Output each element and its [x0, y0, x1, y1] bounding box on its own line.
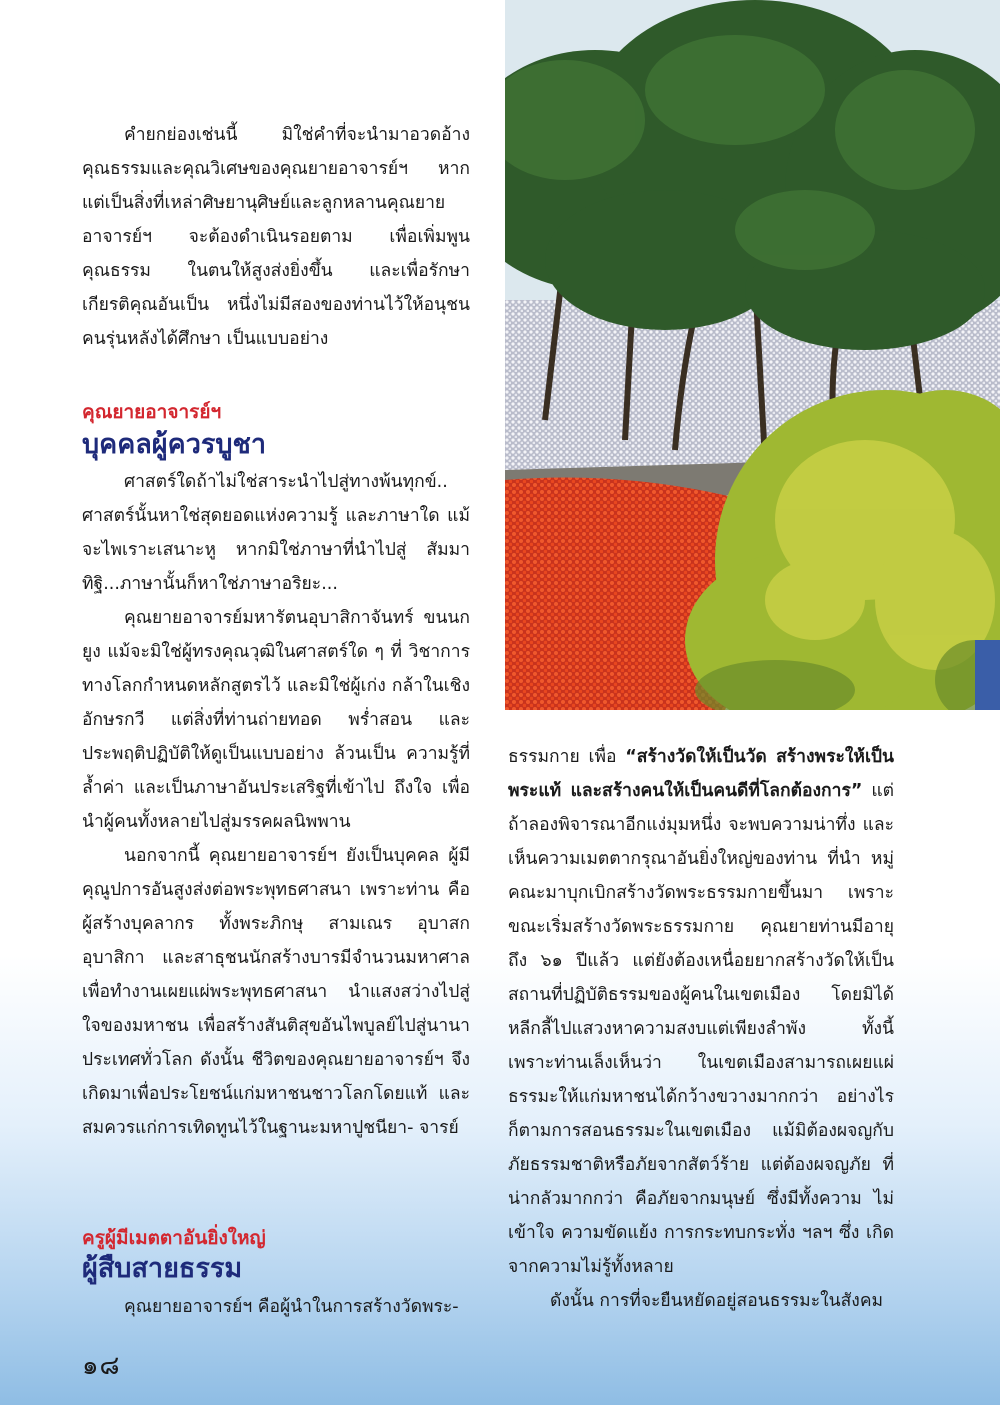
intro-paragraph: คำยกย่องเช่นนี้ มิใช่คำที่จะนำมาอวดอ้าง คุณธรรมและคุณวิเศษของคุณยายอาจารย์ฯ หาก แต่เป็นสิ่งที่เหล่าศิษยานุศิษย์และลูกหลานคุณยาย อาจารย์ฯ จะต้องดำเนินรอยตาม เพื่อเพิ่มพูนคุณธรรม ในตนให้สูงส่งยิ่งขึ้น และเพื่อรักษาเกียรติคุณอันเป็น หนึ่งไม่มีสองของท่านไว้ให้อนุชนคนรุ่นหลังได้ศึกษา เป็นแบบอย่าง [82, 125, 470, 349]
photo-illustration [505, 0, 1000, 710]
left-column-top [82, 118, 470, 356]
section-heading-1-kicker: คุณยายอาจารย์ฯ [82, 401, 222, 423]
paragraph-continuation: แต่ถ้าลองพิจารณาอีกแง่มุมหนึ่ง จะพบความน่าทึ่ง และเห็นความเมตตากรุณาอันยิ่งใหญ่ของท่าน ที่นำ หมู่คณะมาบุกเบิกสร้างวัดพระธรรมกายขึ้นมา เพราะ ขณะเริ่มสร้างวัดพระธรรมกาย คุณยายท่านมีอายุ ถึง ๖๑ ปีแล้ว แต่ยังต้องเหนื่อยยากสร้างวัดให้เป็น สถานที่ปฏิบัติธรรมของผู้คนในเขตเมือง โดยมิได้ หลีกลี้ไปแสวงหาความสงบแต่เพียงลำพัง ทั้งนี้ เพราะท่านเล็งเห็นว่า ในเขตเมืองสามารถเผยแผ่ ธรรมะให้แก่มหาชนได้กว้างขวางมากกว่า อย่างไร ก็ตามการสอนธรรมะในเขตเมือง แม้มิต้องผจญกับ ภัยธรรมชาติหรือภัยจากสัตว์ร้าย แต่ต้องผจญภัย ที่น่ากลัวมากกว่า คือภัยจากมนุษย์ ซึ่งมีทั้งความ ไม่เข้าใจ ความขัดแย้ง การกระทบกระทั่ง ฯลฯ ซึ่ง เกิดจากความไม่รู้ทั้งหลาย [508, 781, 894, 1277]
section-heading-1-title: บุคคลผู้ควรบูชา [82, 429, 266, 460]
mission-quote: “สร้างวัดให้เป็นวัด สร้างพระให้เป็น พระแท้ และสร้างคนให้เป็นคนดีที่โลกต้องการ” [508, 747, 894, 801]
left-column-end [82, 1290, 470, 1324]
section-heading-2-kicker: ครูผู้มีเมตตาอันยิ่งใหญ่ [82, 1227, 266, 1249]
lead-text: ธรรมกาย เพื่อ [508, 747, 626, 767]
right-column [508, 740, 894, 1318]
page-number: ๑๘ [82, 1351, 121, 1381]
paragraph-final: ดังนั้น การที่จะยืนหยัดอยู่สอนธรรมะในสังคม [550, 1291, 884, 1311]
paragraph-khun-yai-bio: คุณยายอาจารย์มหารัตนอุบาสิกาจันทร์ ขนนกยูง แม้จะมิใช่ผู้ทรงคุณวุฒิในศาสตร์ใด ๆ ที่ วิชาการทางโลกกำหนดหลักสูตรไว้ และมิใช่ผู้เก่ง กล้าในเชิงอักษรกวี แต่สิ่งที่ท่านถ่ายทอด พร่ำสอน และประพฤติปฏิบัติให้ดูเป็นแบบอย่าง ล้วนเป็น ความรู้ที่ล้ำค่า และเป็นภาษาอันประเสริฐที่เข้าไป ถึงใจ เพื่อนำผู้คนทั้งหลายไปสู่มรรคผลนิพพาน [82, 608, 470, 832]
temple-gathering-photo [505, 0, 1000, 710]
paragraph-wat-mission [508, 740, 894, 1284]
paragraph-leader: คุณยายอาจารย์ฯ คือผู้นำในการสร้างวัดพระ- [124, 1297, 459, 1317]
section-heading-2-title: ผู้สืบสายธรรม [82, 1253, 243, 1284]
paragraph-shastra: ศาสตร์ใดถ้าไม่ใช่สาระนำไปสู่ทางพ้นทุกข์.. ศาสตร์นั้นหาใช่สุดยอดแห่งความรู้ และภาษาใด แม้จะไพเราะเสนาะหู หากมิใช่ภาษาที่นำไปสู่ สัมมาทิฐิ...ภาษานั้นก็หาใช่ภาษาอริยะ... [82, 472, 470, 594]
left-column-middle [82, 465, 470, 1145]
paragraph-contributions: นอกจากนี้ คุณยายอาจารย์ฯ ยังเป็นบุคคล ผู้มีคุณูปการอันสูงส่งต่อพระพุทธศาสนา เพราะท่าน คือ ผู้สร้างบุคลากร ทั้งพระภิกษุ สามเณร อุบาสก อุบาสิกา และสาธุชนนักสร้างบารมีจำนวนมหาศาล เพื่อทำงานเผยแผ่พระพุทธศาสนา นำแสงสว่างไปสู่ ใจของมหาชน เพื่อสร้างสันติสุขอันไพบูลย์ไปสู่นานา ประเทศทั่วโลก ดังนั้น ชีวิตของคุณยายอาจารย์ฯ จึงเกิดมาเพื่อประโยชน์แก่มหาชนชาวโลกโดยแท้ และสมควรแก่การเทิดทูนไว้ในฐานะมหาปูชนียา- จารย์ [82, 846, 470, 1138]
